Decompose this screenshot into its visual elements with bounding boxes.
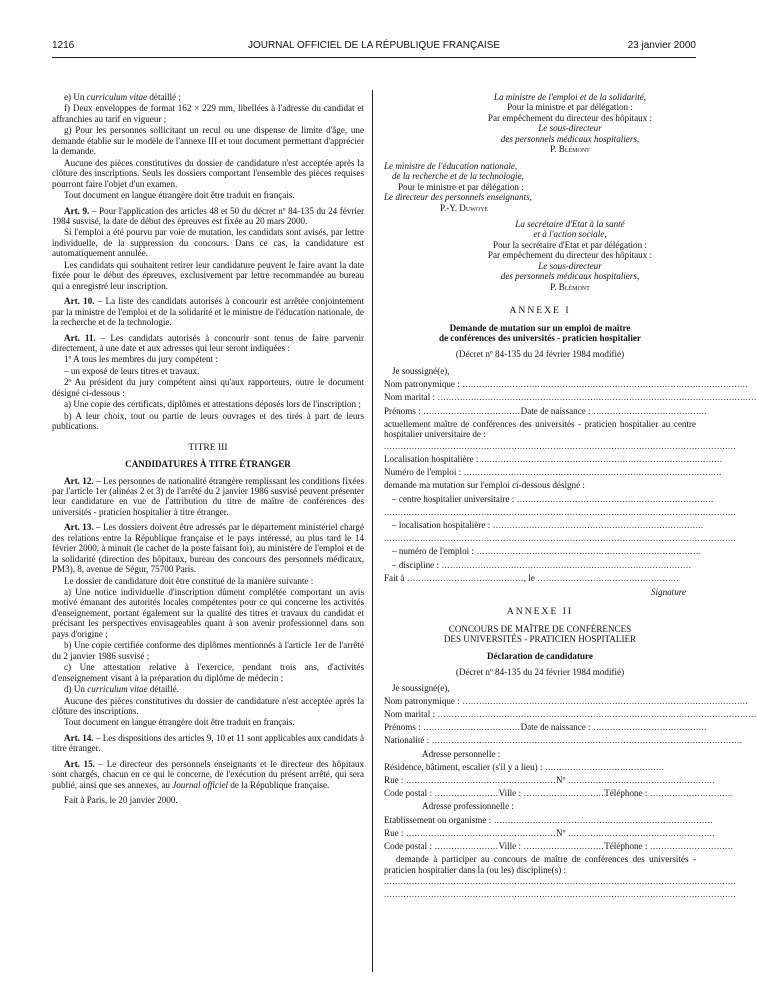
right-column [384, 92, 757, 902]
annex-1-decret: (Décret nº 84-135 du 24 février 1984 modifié) [455, 348, 625, 359]
annex-1-title: ANNEXE I [509, 305, 571, 317]
article-11-a: a) Une copie des certificats, diplômes et attestations déposés lors de l'inscription ; [64, 399, 361, 410]
form2-discipline-line[interactable]: ............................................................................................................................... [384, 889, 737, 900]
page-number: 1216 [52, 40, 75, 51]
item-f: f) Deux enveloppes de format 162 × 229 mm, libellées à l'adresse du candidat et affranchies au tarif en vigueur ; [52, 103, 364, 124]
article-11-1a: – un exposé de leurs titres et travaux. [64, 365, 200, 376]
header-rule [52, 57, 696, 58]
form2-rue-2[interactable]: Rue : ...................................................... Nº ..................................................... [384, 827, 716, 838]
signature-block-3 [384, 219, 696, 292]
article-11-1: 1º A tous les membres du jury compétent : [64, 354, 218, 365]
annex-2-title: ANNEXE II [506, 606, 574, 618]
article-9-p2: Si l'emploi a été pourvu par voie de mutation, les candidats sont avisés, par lettre individuelle, de la suppression du concours. Dans ce cas, la candidature est automatiquement annulée. [52, 227, 364, 259]
article-13-p2: Le dossier de candidature doit être constitué de la manière suivante : [64, 575, 314, 586]
sig3-line: et à l'action sociale, [533, 229, 607, 240]
form2-rue[interactable]: Rue : ...................................................... Nº ..................................................... [384, 775, 716, 786]
form2-demande: demande à participer au concours de maître de conférences des universités - praticien hospitalier dans la (ou les) discipline(s) : [384, 854, 696, 875]
sig2-line: Pour le ministre et par délégation : [398, 181, 524, 192]
annex-1-form [384, 365, 757, 597]
fait-a-paris: Fait à Paris, le 20 janvier 2000. [64, 795, 178, 806]
article-11-2: 2º Au président du jury compétent ainsi qu'aux rapporteurs, outre le document désigné ci-dessous : [52, 377, 364, 398]
sig3-line: Le sous-directeur [538, 260, 602, 271]
form1-discipline[interactable]: – discipline : .......................................................................................... [392, 559, 692, 570]
paragraph-aucune: Aucune des pièces constitutives du dossier de candidature n'est acceptée après la clôture des inscriptions. Seuls les dossiers comportant l'ensemble des pièces requises pourront faire l'objet d'un examen. [52, 157, 364, 189]
article-10: Art. 10. – La liste des candidats autorisés à concourir est arrêtée conjointement par la ministre de l'emploi et de la solidarité et le ministre de l'éducation nationale, de la recherche et de la technologie. [52, 296, 364, 328]
paragraph-tout: Tout document en langue étrangère doit être traduit en français. [64, 190, 295, 201]
form2-adresse-perso: Adresse personnelle : [422, 748, 501, 759]
article-9: Art. 9. – Pour l'application des articles 48 et 50 du décret nº 84-135 du 24 février 1984 susvisé, la date de début des épreuves est fixée au 20 mars 2000. [52, 205, 365, 226]
sig1-line: Par empêchement du directeur des hôpitaux : [487, 112, 653, 123]
annex-1-heading-1: Demande de mutation sur un emploi de maître [449, 322, 631, 333]
article-15: Art. 15. – Le directeur des personnels enseignants et le directeur des hôpitaux sont chargés, chacun en ce qui le concerne, de l'exécution du présent arrêté, qui sera publié, ainsi que ses annexes, au Journal officiel de la République française. [52, 758, 364, 790]
form2-marital[interactable]: Nom marital : ................................................................................................................... [384, 709, 757, 720]
annex-2-decret: (Décret nº 84-135 du 24 février 1984 modifié) [455, 667, 625, 678]
form2-prenoms[interactable]: Prénoms : ................................... Date de naissance : ......................................... [384, 722, 708, 733]
form1-actuel-line[interactable]: ............................................................................................................................... [384, 440, 737, 451]
form2-cp[interactable]: Code postal : ....................... Ville : ............................. Téléphone : .............................. [384, 788, 734, 799]
form1-centre[interactable]: – centre hospitalier universitaire : ....................................................................... [392, 493, 714, 504]
form1-centre-line[interactable]: ............................................................................................................................... [384, 506, 737, 517]
article-13-a: a) Une notice individuelle d'inscription dûment complétée comportant un avis motivé émanant des autorités locales compétentes pour ce qui concerne les activités d'enseignement, portant également sur la qualité des titres et travaux du candidat et précisant les perspectives envisageables quant à son avenir professionnel dans son pays d'origine ; [52, 587, 364, 639]
paragraph-tout-2: Tout document en langue étrangère doit être traduit en français. [64, 717, 295, 728]
sig3-line: La secrétaire d'Etat à la santé [515, 218, 625, 229]
form1-demande: demande ma mutation sur l'emploi ci-dessous désigné : [384, 480, 585, 491]
form2-nom[interactable]: Nom patronymique : ....................................................................................................... [384, 695, 749, 706]
item-g: g) Pour les personnes sollicitant un recul ou une dispense de limite d'âge, une demande établie sur le modèle de l'annexe III et tout document permettant d'apprécier la demande. [52, 125, 364, 157]
sig1-signatory: P. Blémont [550, 144, 590, 155]
annex-2-form [384, 682, 757, 902]
journal-title: JOURNAL OFFICIEL DE LA RÉPUBLIQUE FRANÇAISE [247, 40, 501, 51]
left-column [52, 92, 364, 807]
form2-discipline-line[interactable]: ............................................................................................................................... [384, 876, 737, 887]
sig1-line: La ministre de l'emploi et de la solidarité, [493, 92, 647, 102]
article-12: Art. 12. – Les personnes de nationalité étrangère remplissant les conditions fixées par l'article 1er (alinéas 2 et 3) de l'arrêté du 2 janvier 1986 susvisé peuvent présenter leur candidature en vue de l'attribution du titre de maître de conférences des universités - praticien hospitalier à titre étranger. [52, 475, 365, 517]
title-iii-subtitle: CANDIDATURES À TITRE ÉTRANGER [125, 459, 291, 470]
article-11-b: b) A leur choix, tout ou partie de leurs ouvrages et des tirés à part de leurs publications. [52, 410, 364, 432]
signature-block-1 [384, 92, 696, 155]
form2-adresse-pro: Adresse professionnelle : [422, 801, 514, 812]
form1-localisation-line[interactable]: ............................................................................................................................... [384, 533, 737, 544]
article-13-b: b) Une copie certifiée conforme des diplômes mentionnés à l'article 1er de l'arrêté du 2 janvier 1986 susvisé ; [52, 640, 364, 661]
article-13: Art. 13. – Les dossiers doivent être adressés par le département ministériel chargé des relations entre la République française et le pays intéressé, au plus tard le 14 février 2000, à minuit (le cachet de la poste faisant foi), au ministère de l'emploi et de la solidarité (direction des hôpitaux, bureau des concours des personnels médicaux, PM3), 8, avenue de Ségur, 75700 Paris. [52, 522, 365, 575]
article-11: Art. 11. – Les candidats autorisés à concourir sont tenus de faire parvenir directement, à une date et aux adresses qui leur seront indiquées : [52, 332, 364, 353]
article-13-c: c) Une attestation relative à l'exercice, pendant trois ans, d'activités d'enseignement visant à la préparation du diplôme de médecin ; [52, 662, 364, 683]
form1-localisation-2[interactable]: – localisation hospitalière : ............................................................................ [392, 519, 704, 530]
annex-2-declaration: Déclaration de candidature [487, 650, 593, 661]
form1-prenoms[interactable]: Prénoms : ................................... Date de naissance : ......................................... [384, 405, 708, 416]
annex-2-heading-1: CONCOURS DE MAÎTRE DE CONFÉRENCES [448, 623, 632, 634]
sig2-signatory: P.-Y. Duwoye [440, 202, 489, 213]
form1-fait[interactable]: Fait à .......................................... , le ................................................... [384, 572, 680, 583]
form1-nom[interactable]: Nom patronymique : ....................................................................................................... [384, 379, 749, 390]
form2-cp-2[interactable]: Code postal : ....................... Ville : ............................. Téléphone : .............................. [384, 841, 734, 852]
paragraph-aucune-2: Aucune des pièces constitutives du dossier de candidature n'est acceptée après la clôture des inscriptions. [52, 695, 364, 717]
sig2-line: Le directeur des personnels enseignants, [384, 192, 532, 203]
annex-1-heading-2: de conférences des universités - praticien hospitalier [439, 333, 641, 344]
page-header [52, 40, 696, 56]
title-iii: TITRE III [188, 441, 228, 453]
form1-numero-2[interactable]: – numéro de l'emploi : ................................................................................. [392, 546, 702, 557]
annex-2-heading-2: DES UNIVERSITÉS - PRATICIEN HOSPITALIER [443, 634, 637, 645]
sig3-line: Pour la secrétaire d'Etat et par délégation : [493, 239, 647, 250]
form1-localisation[interactable]: Localisation hospitalière : ....................................................................................... [384, 453, 723, 464]
issue-date: 23 janvier 2000 [627, 40, 696, 51]
form1-actuel: actuellement maître de conférences des universités - praticien hospitalier au centre hospitalier universitaire de : [384, 418, 696, 440]
sig1-line: Le sous-directeur [538, 123, 602, 134]
form2-nationalite[interactable]: Nationalité : ................................................................................................................ [384, 735, 743, 746]
sig2-line: de la recherche et de la technologie, [392, 171, 524, 182]
sig3-signatory: P. Blémont [550, 281, 590, 292]
form1-marital[interactable]: Nom marital : ................................................................................................................... [384, 392, 757, 403]
article-13-d: d) Un curriculum vitae détaillé. [64, 684, 179, 695]
form1-numero[interactable]: Numéro de l'emploi : ............................................................................................. [384, 467, 722, 478]
article-9-p3: Les candidats qui souhaitent retirer leur candidature peuvent le faire avant la date fixée pour le début des épreuves, exclusivement par lettre recommandée au bureau qui a enregistré leur inscription. [52, 259, 364, 291]
article-14: Art. 14. – Les dispositions des articles 9, 10 et 11 sont applicables aux candidats à titre étranger. [52, 732, 364, 754]
form2-soussigne: Je soussigné(e), [392, 682, 450, 693]
form2-etablissement[interactable]: Etablissement ou organisme : ............................................................................... [384, 814, 714, 825]
sig1-line: des personnels médicaux hospitaliers, [500, 133, 640, 144]
sig2-line: Le ministre de l'éducation nationale, [384, 160, 518, 171]
form1-signature: Signature [650, 586, 686, 597]
form1-soussigne: Je soussigné(e), [392, 365, 450, 376]
sig1-line: Pour la ministre et par délégation : [507, 102, 633, 113]
sig3-line: des personnels médicaux hospitaliers, [500, 271, 640, 282]
signature-block-2 [384, 161, 696, 213]
sig3-line: Par empêchement du directeur des hôpitaux : [487, 250, 653, 261]
column-divider [372, 90, 373, 972]
form2-residence[interactable]: Résidence, bâtiment, escalier (s'il y a lieu) : ........................................... [384, 761, 665, 772]
item-e: e) Un curriculum vitae détaillé ; [64, 92, 181, 102]
